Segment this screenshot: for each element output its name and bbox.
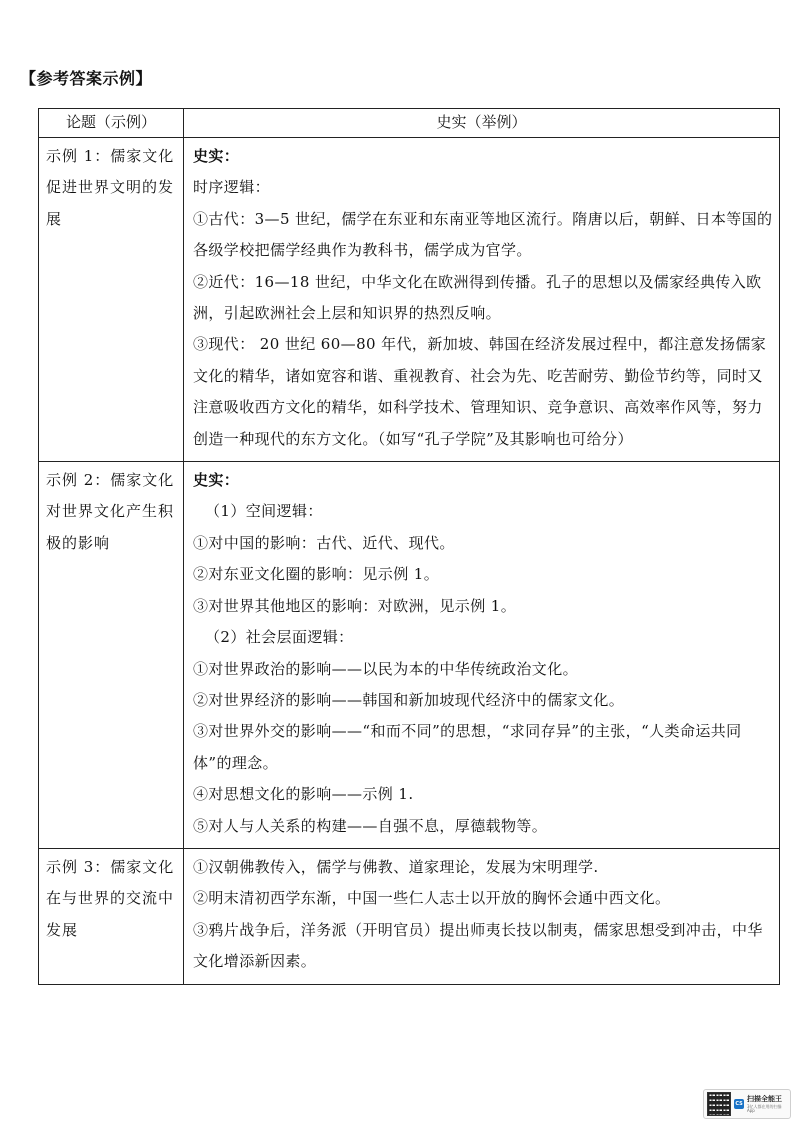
fact-line: ③对世界外交的影响——“和而不同”的思想，“求同存异”的主张，“人类命运共同体”的理念。	[193, 722, 742, 772]
facts-label: 史实：	[193, 471, 240, 490]
table-row	[39, 138, 780, 462]
qr-code-icon	[707, 1092, 731, 1116]
fact-line: ③鸦片战争后，洋务派（开明官员）提出师夷长技以制夷，儒家思想受到冲击，中华文化增添新因素。	[193, 920, 763, 971]
fact-line: ①对中国的影响：古代、近代、现代。	[193, 533, 455, 552]
fact-line: ⑤对人与人关系的构建——自强不息，厚德载物等。	[193, 816, 548, 835]
watermark-text	[747, 1096, 787, 1113]
facts-label: 史实：	[193, 147, 240, 165]
table-row	[39, 462, 780, 849]
table-header-row	[39, 109, 780, 138]
facts-cell	[184, 138, 780, 462]
watermark-subtitle: 3亿人都在用的扫描App	[747, 1103, 782, 1113]
header-facts: 史实（举例）	[184, 109, 780, 138]
watermark-title: 扫描全能王	[747, 1094, 782, 1103]
fact-line: ①汉朝佛教传入，儒学与佛教、道家理论，发展为宋明理学.	[193, 857, 599, 876]
fact-line: ②明末清初西学东渐，中国一些仁人志士以开放的胸怀会通中西文化。	[193, 889, 671, 908]
topic-cell: 示例 1：儒家文化促进世界文明的发展	[39, 138, 184, 462]
fact-line: ②对东亚文化圈的影响：见示例 1。	[193, 565, 440, 584]
answer-heading: 【参考答案示例】	[20, 69, 153, 88]
fact-line: ④对思想文化的影响——示例 1.	[193, 785, 414, 804]
fact-line: ②近代：16—18 世纪，中华文化在欧洲得到传播。孔子的思想以及儒家经典传入欧洲，引起欧洲社会上层和知识界的热烈反响。	[193, 272, 762, 323]
facts-cell	[184, 848, 780, 984]
fact-line: ①古代：3—5 世纪，儒学在东亚和东南亚等地区流行。隋唐以后，朝鲜、日本等国的各级学校把儒学经典作为教科书，儒学成为官学。	[193, 209, 773, 260]
fact-line: ②对世界经济的影响——韩国和新加坡现代经济中的儒家文化。	[193, 690, 625, 709]
fact-subheading: （1）空间逻辑：	[205, 502, 323, 521]
fact-line: 时序逻辑：	[193, 178, 271, 197]
fact-line: ③现代： 20 世纪 60—80 年代，新加坡、韩国在经济发展过程中，都注意发扬儒家文化的精华，诸如宽容和谐、重视教育、社会为先、吃苦耐劳、勤俭节约等，同时又注意吸收西方文化的精华，如科学技术、管理知识、竞争意识、高效率作风等，努力创造一种现代的东方文化。（如写“孔子学院”及其影响也可给分）	[193, 335, 767, 448]
fact-line: ③对世界其他地区的影响：对欧洲，见示例 1。	[193, 596, 517, 615]
fact-line: ①对世界政治的影响——以民为本的中华传统政治文化。	[193, 659, 579, 678]
scanner-watermark	[703, 1089, 791, 1119]
topic-cell: 示例 2：儒家文化对世界文化产生积极的影响	[39, 462, 184, 849]
answer-table	[38, 108, 780, 985]
facts-cell	[184, 462, 780, 849]
camscanner-logo-icon: CS	[735, 1101, 743, 1107]
topic-cell: 示例 3：儒家文化在与世界的交流中发展	[39, 848, 184, 984]
table-row	[39, 848, 780, 984]
fact-subheading: （2）社会层面逻辑：	[205, 628, 354, 647]
header-topic: 论题（示例）	[39, 109, 184, 138]
